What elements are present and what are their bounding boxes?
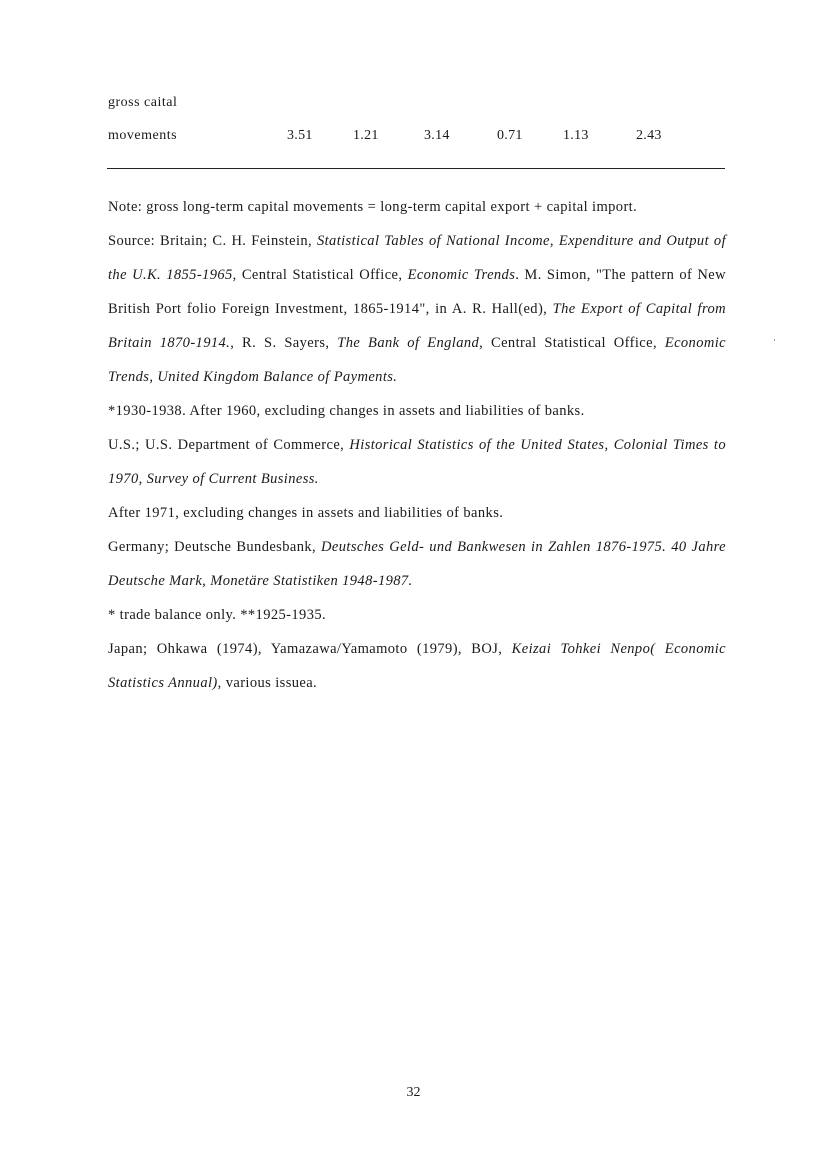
note-text: Note: gross long-term capital movements = long-term capital export + capital import. — [108, 199, 638, 215]
source-text: , Central Statistical Office, — [232, 267, 408, 283]
table-cell: 2.43 — [636, 128, 662, 143]
table-cell: 1.21 — [353, 128, 379, 143]
source-germany-paragraph — [108, 530, 726, 598]
source-title: The Bank of England — [337, 335, 480, 351]
table-cell: 1.13 — [563, 128, 589, 143]
table-cell: 3.14 — [424, 128, 450, 143]
footnote-line — [108, 394, 726, 428]
note-paragraph — [108, 190, 726, 224]
source-text: , various issuea. — [217, 675, 318, 691]
footnote-text: * trade balance only. **1925-1935. — [108, 607, 327, 623]
table-bottom-rule — [107, 168, 725, 169]
source-title: Historical Statistics of the United States, Colonial Times to 1970, Survey of Current Business. — [108, 437, 726, 487]
source-japan-paragraph — [108, 632, 726, 700]
source-text: Japan; Ohkawa (1974), Yamazawa/Yamamoto (1979), BOJ, — [108, 641, 512, 657]
footnote-text: After 1971, excluding changes in assets and liabilities of banks. — [108, 505, 504, 521]
notes-section — [108, 190, 726, 700]
source-text: , Central Statistical Office, — [479, 335, 665, 351]
source-us-paragraph — [108, 428, 726, 496]
source-text: , R. S. Sayers, — [230, 335, 338, 351]
table-cell: 3.51 — [287, 128, 313, 143]
source-text: U.S.; U.S. Department of Commerce, — [108, 437, 350, 453]
footnote-line — [108, 496, 726, 530]
row-label-line1: gross caital — [108, 95, 178, 110]
source-britain-paragraph — [108, 224, 726, 394]
source-text: Germany; Deutsche Bundesbank, — [108, 539, 322, 555]
table-cell: 0.71 — [497, 128, 523, 143]
footnote-text: *1930-1938. After 1960, excluding changes in assets and liabilities of banks. — [108, 403, 585, 419]
source-text: Source: Britain; C. H. Feinstein, — [108, 233, 317, 249]
source-title: Keizai Tohkei Nenpo( Economic Statistics Annual) — [108, 641, 726, 691]
source-title: Statistical Tables of National Income, Expenditure and Output of the U.K. 1855-1965 — [108, 233, 727, 283]
scan-speck — [774, 339, 775, 341]
footnote-line — [108, 598, 726, 632]
source-title: Deutsches Geld- und Bankwesen in Zahlen 1876-1975. 40 Jahre Deutsche Mark, Monetäre Statistiken 1948-1987. — [108, 539, 726, 589]
source-text: . M. Simon, "The pattern of New British Port folio Foreign Investment, 1865-1914", in A. R. Hall(ed), — [108, 267, 726, 317]
row-label-line2: movements — [108, 128, 178, 143]
page-number: 32 — [406, 1085, 421, 1100]
source-title: Economic Trends — [407, 267, 516, 283]
source-title: The Export of Capital from Britain 1870-1914. — [108, 301, 726, 351]
source-title: Economic Trends, United Kingdom Balance of Payments. — [108, 335, 726, 385]
